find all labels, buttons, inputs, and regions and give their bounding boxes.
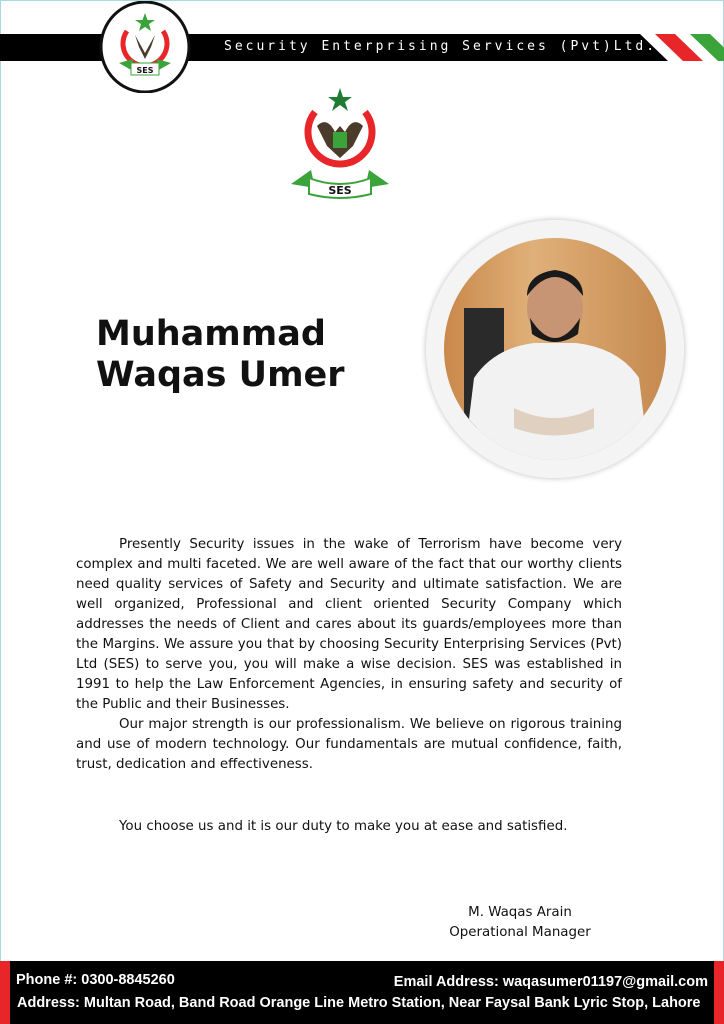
paragraph-1 — [76, 535, 622, 715]
paragraph-3 — [76, 817, 622, 837]
paragraph-3-text: You choose us and it is our duty to make you at ease and satisfied. — [119, 819, 568, 834]
profile-photo — [444, 238, 666, 460]
name-line-1: Muhammad — [96, 314, 326, 354]
name-line-2: Waqas Umer — [96, 355, 345, 395]
signature-title: Operational Manager — [449, 925, 591, 940]
signature-block — [430, 903, 610, 943]
company-name: Security Enterprising Services (Pvt)Ltd. — [224, 39, 658, 54]
footer-email: Email Address: waqasumer01197@gmail.com — [393, 974, 708, 990]
signature-name: M. Waqas Arain — [468, 905, 572, 920]
company-logo — [287, 86, 393, 202]
paragraph-2-text: Our major strength is our professionalism. We believe on rigorous training and use of modern technology. Our fundamentals are mutual confidence, faith, trust, dedication and effectiveness. — [76, 717, 622, 772]
profile-photo-frame — [426, 220, 684, 478]
footer-address: Address: Multan Road, Band Road Orange Line Metro Station, Near Faysal Bank Lyric Stop, Lahore — [17, 995, 701, 1011]
person-name — [96, 314, 345, 396]
svg-text:SES: SES — [328, 184, 352, 197]
svg-text:SES: SES — [136, 66, 154, 75]
paragraph-2 — [76, 715, 622, 775]
footer-phone: Phone #: 0300-8845260 — [16, 972, 175, 988]
paragraph-1-text: Presently Security issues in the wake of Terrorism have become very complex and multi faceted. We are well aware of the fact that our worthy clients need quality services of Safety and Security and ultimate satisfaction. We are well organized, Professional and client oriented Security Company which addresses the needs of Client and cares about its guards/employees more than the Margins. We assure you that by choosing Security Enterprising Services (Pvt) Ltd (SES) to serve you, you will make a wise decision. SES was established in 1991 to help the Law Enforcement Agencies, in ensuring safety and security of the Public and their Businesses. — [76, 537, 622, 712]
footer-bar — [0, 961, 724, 1024]
header-logo — [99, 1, 191, 93]
